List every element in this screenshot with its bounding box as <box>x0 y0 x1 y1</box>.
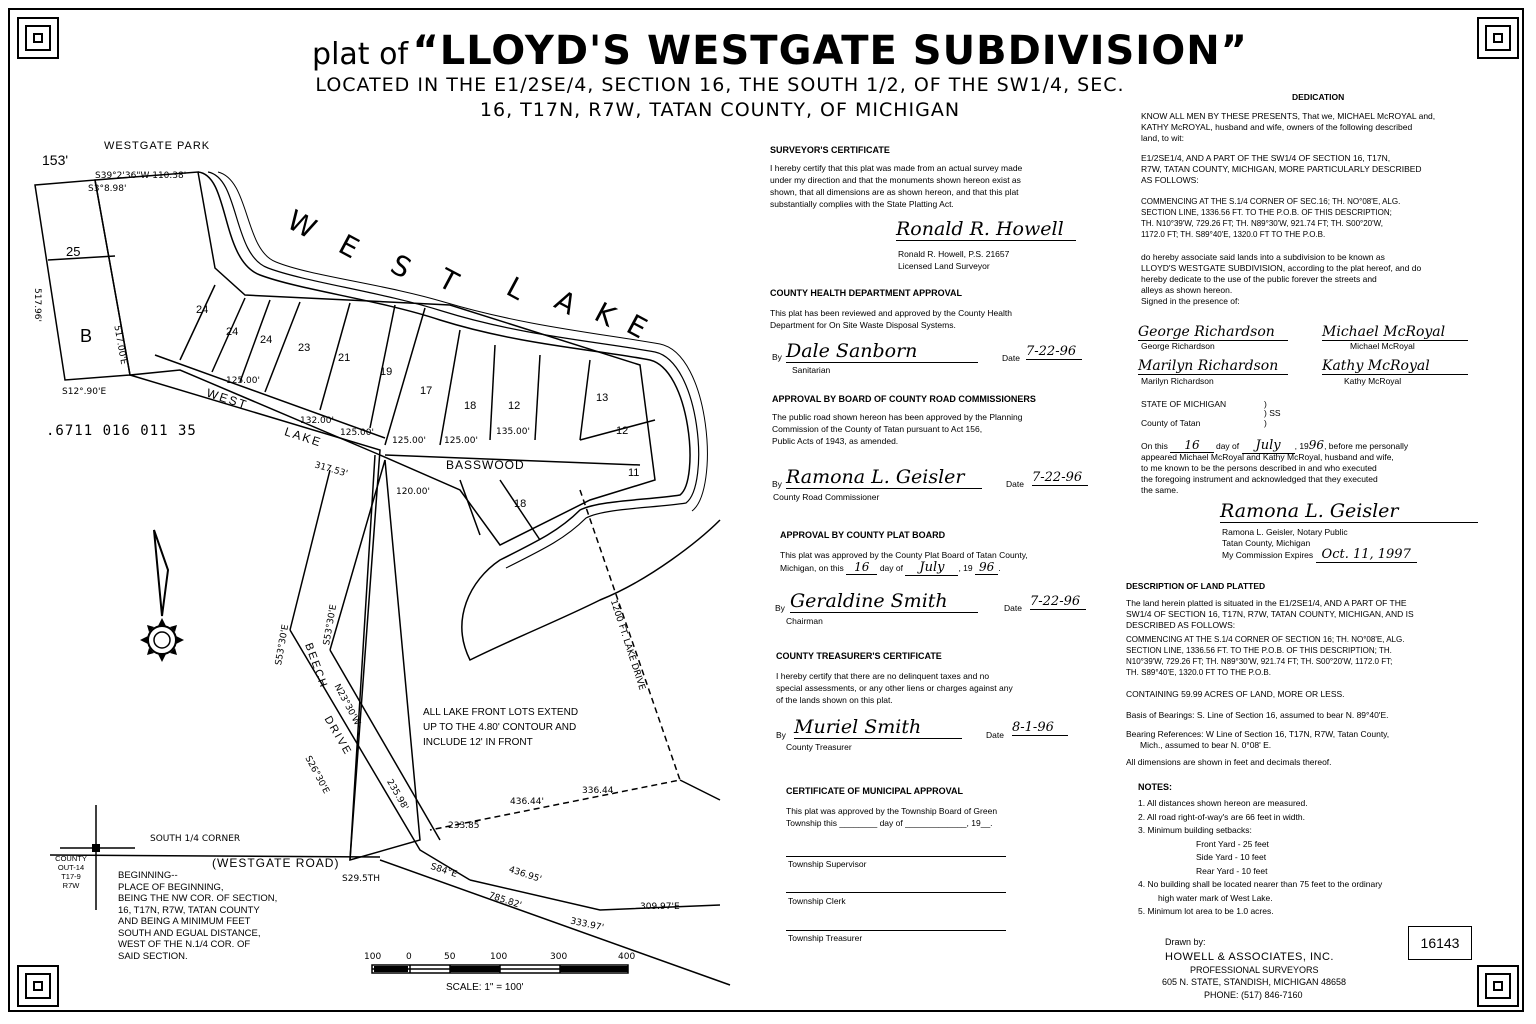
westgate-park-label: WESTGATE PARK <box>104 140 211 152</box>
dedication-p4-3: hereby dedicate to the use of the public forever the streets and <box>1141 274 1377 284</box>
dim-436-95: 436.95' <box>507 864 543 886</box>
lake-front-note <box>423 705 578 750</box>
platboard-19: , 19 <box>958 563 973 573</box>
note-4a: 4. No building shall be located nearer than 75 feet to the ordinary <box>1138 879 1383 889</box>
surveyor-certificate <box>770 144 1100 210</box>
dim-336-44: 336.44 <box>582 786 614 796</box>
state-label: STATE OF MICHIGAN <box>1141 399 1227 409</box>
beginning-line-5: AND BEING A MINIMUM FEET <box>118 916 251 927</box>
health-signature: Dale Sanborn <box>786 340 978 363</box>
title-prefix: plat of <box>312 37 409 72</box>
dim-125-a: 125.00' <box>226 376 260 386</box>
dim-125-d: 125.00' <box>444 436 478 446</box>
platboard-approval <box>780 529 1110 574</box>
setback-side: Side Yard - 10 feet <box>1196 852 1267 862</box>
bearing-s12: S12°.90'E <box>62 387 107 397</box>
firm-sub: PROFESSIONAL SURVEYORS <box>1190 965 1319 975</box>
treasurer-header: COUNTY TREASURER'S CERTIFICATE <box>776 651 942 661</box>
treasurer-date-label: Date <box>986 730 1004 740</box>
west-lake-l: L <box>501 270 531 307</box>
witness-signature-2: Marilyn Richardson <box>1138 358 1288 375</box>
road-date: 7-22-96 <box>1032 470 1088 486</box>
scale-tick-300: 300 <box>550 952 568 962</box>
dim-120: 120.00' <box>396 487 430 497</box>
dim-153: 153' <box>42 152 69 168</box>
scale-tick-400: 400 <box>618 952 636 962</box>
dedication-p4-4: alleys as shown hereon. <box>1141 285 1233 295</box>
road-date-label: Date <box>1006 479 1024 489</box>
lot-13: 13 <box>596 392 609 404</box>
surveyor-name-block <box>898 248 1009 272</box>
lot-11: 11 <box>628 467 640 479</box>
west-lake-w: W <box>281 203 322 246</box>
lake-drive-label: 1200 FT. LAKE DRIVE <box>607 598 647 692</box>
county-paren: ) <box>1264 418 1267 428</box>
health-role: Sanitarian <box>792 365 831 375</box>
surveyor-header: SURVEYOR'S CERTIFICATE <box>770 145 890 155</box>
bearing-s3: S3°8.98' <box>88 184 127 194</box>
west-road-label: WEST <box>204 385 250 413</box>
lake-road-label: LAKE <box>282 424 324 450</box>
witness-name-1: George Richardson <box>1141 341 1215 351</box>
beech-label: BEECH <box>302 641 330 691</box>
description-p2-2: SECTION LINE, 1336.56 FT. TO THE P.O.B. OF THIS DESCRIPTION; TH. <box>1126 646 1392 655</box>
notes-header: NOTES: <box>1138 782 1173 792</box>
lake-note-line-1: ALL LAKE FRONT LOTS EXTEND <box>423 707 579 718</box>
dedication-intro <box>1141 111 1481 144</box>
title-location-2: 16, T17N, R7W, TATAN COUNTY, OF MICHIGAN <box>479 99 961 121</box>
bearing-n23: N23°30'W <box>331 682 362 728</box>
containing-acres: CONTAINING 59.99 ACRES OF LAND, MORE OR LESS. <box>1126 689 1345 699</box>
dedication-header: DEDICATION <box>1292 92 1345 102</box>
dim-309-97: 309.97'E <box>640 902 680 912</box>
surveyor-text-1: I hereby certify that this plat was made from an actual survey made <box>770 163 1023 173</box>
title-main: “LLOYD'S WESTGATE SUBDIVISION” <box>412 28 1248 74</box>
dedication-p3-3: TH. N10°39'W, 729.26 FT; TH. N89°30'W, 921.74 FT; TH. S00°20'W, <box>1141 219 1383 228</box>
dedication-p2-3: AS FOLLOWS: <box>1141 175 1199 185</box>
municipal-text-1: This plat was approved by the Township Board of Green <box>786 806 998 816</box>
state-paren: ) <box>1264 399 1267 409</box>
owner-signature-2: Kathy McRoyal <box>1322 358 1468 375</box>
road-text-1: The public road shown hereon has been approved by the Planning <box>772 412 1023 422</box>
health-text-1: This plat has been reviewed and approved by the County Health <box>770 308 1012 318</box>
platboard-month: July <box>905 560 958 576</box>
road-approval <box>772 393 1102 447</box>
dim-517-96: 517.96' <box>31 288 42 322</box>
lake-note-line-2: UP TO THE 4.80' CONTOUR AND <box>423 722 577 733</box>
supervisor-line <box>786 856 1006 857</box>
dedication-p4-5: Signed in the presence of: <box>1141 296 1240 306</box>
description-para-2 <box>1126 634 1476 678</box>
beginning-line-4: 16, T17N, R7W, TATAN COUNTY <box>118 904 260 916</box>
dim-436-44: 436.44' <box>510 797 544 807</box>
treasurer-role: County Treasurer <box>786 742 852 752</box>
notes-list <box>1138 797 1382 919</box>
dim-517-00: 517.00'E <box>111 324 129 366</box>
municipal-text-2: Township this ________ day of _____________, 19__. <box>786 818 993 828</box>
township-treasurer: Township Treasurer <box>788 933 863 943</box>
ack-year: 96 <box>1308 438 1325 452</box>
drawn-by: Drawn by: <box>1165 937 1206 947</box>
description-p2-4: TH. S89°40'E, 1320.0 FT TO THE P.O.B. <box>1126 668 1271 677</box>
owner-name-2: Kathy McRoyal <box>1344 376 1402 386</box>
firm-address: 605 N. STATE, STANDISH, MICHIGAN 48658 <box>1162 977 1347 987</box>
dedication-p2-2: R7W, TATAN COUNTY, MICHIGAN, MORE PARTICULARLY DESCRIBED <box>1141 164 1422 174</box>
treasurer-text-3: of the lands shown on this plat. <box>776 695 893 705</box>
platboard-text-2 <box>780 561 1110 574</box>
dim-785-82: 785.82' <box>487 890 523 912</box>
commission-label: My Commission Expires <box>1222 550 1314 560</box>
platboard-signature: Geraldine Smith <box>790 590 978 613</box>
health-approval <box>770 287 1100 331</box>
township-clerk: Township Clerk <box>788 896 846 906</box>
description-p2-3: N10°39'W, 729.26 FT; TH. N89°30'W, 921.74 FT; TH. S00°20'W, 1172.0 FT; <box>1126 657 1393 666</box>
surveyor-text-3: shown, that all dimensions are as shown hereon, and that this plat <box>770 187 1019 197</box>
notary-county: Tatan County, Michigan <box>1222 538 1311 548</box>
treasurer-date: 8-1-96 <box>1012 720 1068 736</box>
scale-tick-50: 50 <box>444 952 456 962</box>
section-corner-marker <box>92 844 100 852</box>
county-line-3: T17-9 <box>61 872 81 881</box>
description-header: DESCRIPTION OF LAND PLATTED <box>1126 581 1266 591</box>
commission-date: Oct. 11, 1997 <box>1316 547 1417 563</box>
description-p2-1: COMMENCING AT THE S.1/4 CORNER OF SECTION 16; TH. NO°08'E, ALG. <box>1126 635 1405 644</box>
setback-rear: Rear Yard - 10 feet <box>1196 865 1268 876</box>
scale-tick-100b: 100 <box>490 952 508 962</box>
notary-commission <box>1222 549 1417 561</box>
lot-24a: 24 <box>196 304 209 316</box>
surveyor-name: Ronald R. Howell, P.S. 21657 <box>898 249 1010 259</box>
dedication-p4-1: do hereby associate said lands into a subdivision to be known as <box>1141 252 1385 262</box>
ss-label: ) SS <box>1264 408 1281 418</box>
beginning-note <box>118 870 277 962</box>
platboard-year: 96 <box>975 560 998 575</box>
ack-day: 16 <box>1170 438 1213 453</box>
acknowledgement <box>1141 440 1481 496</box>
platboard-mich: Michigan, on this <box>780 563 844 573</box>
note-2: 2. All road right-of-way's are 66 feet in width. <box>1138 811 1305 822</box>
road-text-2: Commission of the County of Tatan pursuant to Act 156, <box>772 424 983 434</box>
ack-text-1: appeared Michael McRoyal and Kathy McRoyal, husband and wife, <box>1141 452 1394 462</box>
treasurer-text-1: I hereby certify that there are no delinquent taxes and no <box>776 671 990 681</box>
road-header: APPROVAL BY BOARD OF COUNTY ROAD COMMISSIONERS <box>772 394 1036 404</box>
lot-23: 23 <box>298 342 311 354</box>
parcel-number: .6711 016 011 35 <box>46 423 197 439</box>
municipal-header: CERTIFICATE OF MUNICIPAL APPROVAL <box>786 786 963 796</box>
drive-label: DRIVE <box>321 714 354 758</box>
clerk-line <box>786 892 1006 893</box>
scale-label: SCALE: 1" = 100' <box>446 982 524 993</box>
dedication-p2-1: E1/2SE1/4, AND A PART OF THE SW1/4 OF SECTION 16, T17N, <box>1141 153 1391 163</box>
dim-233-85: 233.85 <box>448 821 480 831</box>
treasurer-line <box>786 930 1006 931</box>
dedication-intro-2: KATHY McROYAL, husband and wife, owners of the following described <box>1141 122 1413 132</box>
description-p1-2: SW1/4 OF SECTION 16, T17N, R7W, TATAN COUNTY, MICHIGAN, AND IS <box>1126 609 1414 619</box>
lake-note-line-3: INCLUDE 12' IN FRONT <box>423 737 533 748</box>
drawing-number: 16143 <box>1408 926 1472 960</box>
health-date-label: Date <box>1002 353 1020 363</box>
treasurer-by: By <box>776 730 786 740</box>
lot-12a: 12 <box>508 400 521 412</box>
westgate-road-label: (WESTGATE ROAD) <box>212 856 340 870</box>
ack-month: July <box>1242 438 1295 454</box>
beginning-line-6: SOUTH AND EGUAL DISTANCE, <box>118 927 261 939</box>
dim-135: 135.00' <box>496 427 530 437</box>
west-lake-e2: E <box>621 307 653 346</box>
witness-signature-1: George Richardson <box>1138 324 1288 341</box>
dim-333-97: 333.97' <box>569 916 605 934</box>
beginning-line-1: BEGINNING-- <box>118 870 178 881</box>
firm-name: HOWELL & ASSOCIATES, INC. <box>1165 951 1334 963</box>
ack-text-0: , before me personally <box>1324 441 1409 451</box>
owner-name-1: Michael McRoyal <box>1350 341 1415 351</box>
notary-name: Ramona L. Geisler, Notary Public <box>1222 527 1348 537</box>
road-by: By <box>772 479 782 489</box>
municipal-approval <box>786 785 1116 829</box>
bearing-references <box>1126 729 1476 751</box>
beginning-line-2: PLACE OF BEGINNING, <box>118 881 224 893</box>
dedication-intro-3: land, to wit: <box>1141 133 1184 143</box>
road-text-3: Public Acts of 1943, as amended. <box>772 436 899 446</box>
bearing-s84e: S84°E <box>429 862 459 880</box>
lot-24b: 24 <box>226 326 239 338</box>
beginning-line-8: SAID SECTION. <box>118 950 188 962</box>
dedication-p4-2: LLOYD'S WESTGATE SUBDIVISION, according to the plat hereof, and do <box>1141 263 1422 273</box>
county-label <box>50 854 92 890</box>
dim-132: 132.00' <box>300 416 334 426</box>
north-arrow-icon <box>140 530 184 662</box>
description-p1-3: DESCRIBED AS FOLLOWS: <box>1126 620 1236 630</box>
health-date: 7-22-96 <box>1026 344 1082 360</box>
dedication-para-3 <box>1141 196 1481 240</box>
dedication-para-4 <box>1141 252 1481 307</box>
corner-ornament-br <box>1478 966 1518 1006</box>
platboard-by: By <box>775 603 785 613</box>
ack-line-1 <box>1141 440 1481 452</box>
scale-tick-0: 0 <box>406 952 412 962</box>
west-lake-e: E <box>333 227 365 266</box>
road-role: County Road Commissioner <box>773 492 880 502</box>
county-line-2: OUT-14 <box>57 863 85 872</box>
dedication-p3-1: COMMENCING AT THE S.1/4 CORNER OF SEC.16; TH. NO°08'E, ALG. <box>1141 197 1401 206</box>
township-supervisor: Township Supervisor <box>788 859 867 869</box>
setback-front: Front Yard - 25 feet <box>1196 838 1269 849</box>
county-line-1: COUNTY <box>55 854 87 863</box>
west-lake-k: K <box>589 295 622 334</box>
platboard-date: 7-22-96 <box>1030 594 1086 610</box>
platboard-text-1: This plat was approved by the County Plat Board of Tatan County, <box>780 550 1028 560</box>
beginning-line-3: BEING THE NW COR. OF SECTION, <box>118 893 278 904</box>
platboard-date-label: Date <box>1004 603 1022 613</box>
lot-25: 25 <box>66 244 81 259</box>
health-text-2: Department for On Site Waste Disposal Systems. <box>770 320 956 330</box>
bearing-s53: S53°30'E <box>274 623 292 667</box>
dim-125-b: 125.00' <box>340 428 374 438</box>
west-lake-a: A <box>549 283 582 322</box>
dim-125-c: 125.00' <box>392 436 426 446</box>
platboard-role: Chairman <box>786 616 823 626</box>
lot-21: 21 <box>338 352 351 364</box>
surveyor-role: Licensed Land Surveyor <box>898 261 990 271</box>
owner-signature-1: Michael McRoyal <box>1322 324 1468 341</box>
treasurer-signature: Muriel Smith <box>794 716 962 739</box>
dedication-para-2 <box>1141 153 1481 186</box>
ack-text-2: to me known to be the persons described in and who executed <box>1141 463 1377 473</box>
bearing-s39: S39°2'36"W 110.38' <box>95 171 187 181</box>
dedication-intro-1: KNOW ALL MEN BY THESE PRESENTS, That we, MICHAEL McROYAL and, <box>1141 111 1436 121</box>
firm-phone: PHONE: (517) 846-7160 <box>1204 990 1303 1000</box>
road-signature: Ramona L. Geisler <box>786 466 982 489</box>
surveyor-text-4: substantially complies with the State Platting Act. <box>770 199 954 209</box>
health-by: By <box>772 352 782 362</box>
health-header: COUNTY HEALTH DEPARTMENT APPROVAL <box>770 288 963 298</box>
description-para-1 <box>1126 598 1476 631</box>
basswood-label: BASSWOOD <box>446 458 525 472</box>
notary-signature: Ramona L. Geisler <box>1220 500 1478 523</box>
ack-text-3: the foregoing instrument and acknowledged that they executed <box>1141 474 1378 484</box>
basis-of-bearings: Basis of Bearings: S. Line of Section 16, assumed to bear N. 89°40'E. <box>1126 710 1389 720</box>
dedication-p3-4: 1172.0 FT; TH. S89°40'E, 1320.0 FT TO THE P.O.B. <box>1141 230 1326 239</box>
lot-12b: 12 <box>616 425 629 437</box>
lot-18: 18 <box>464 400 477 412</box>
county-line-4: R7W <box>62 881 80 890</box>
ack-year-pre: , 19 <box>1294 441 1309 451</box>
treasurer-certificate <box>776 650 1106 706</box>
notary-block <box>1222 527 1417 561</box>
treasurer-text-2: special assessments, or any other liens or charges against any <box>776 683 1013 693</box>
bearing-ref-1: Bearing References: W Line of Section 16, T17N, R7W, Tatan County, <box>1126 729 1390 739</box>
ack-dayof: day of <box>1215 441 1240 451</box>
lot-19: 19 <box>380 366 393 378</box>
platboard-dayof: day of <box>879 563 903 573</box>
note-5: 5. Minimum lot area to be 1.0 acres. <box>1138 906 1274 916</box>
surveyor-signature: Ronald R. Howell <box>896 218 1076 241</box>
label-s29: S29.5TH <box>342 874 381 884</box>
lot-b: B <box>80 326 93 346</box>
surveyor-text-2: under my direction and that the monuments shown hereon exist as <box>770 175 1021 185</box>
west-lake-t: T <box>433 261 464 300</box>
platboard-day: 16 <box>846 560 877 575</box>
ack-text-4: the same. <box>1141 485 1179 495</box>
note-3: 3. Minimum building setbacks: <box>1138 825 1252 835</box>
description-p1-1: The land herein platted is situated in the E1/2SE1/4, AND A PART OF THE <box>1126 598 1407 608</box>
bearing-s53-b: S53°30'E <box>322 603 340 647</box>
ack-on-this: On this <box>1141 441 1168 451</box>
dimensions-note: All dimensions are shown in feet and decimals thereof. <box>1126 757 1332 767</box>
witness-name-2: Marilyn Richardson <box>1141 376 1214 386</box>
dedication-p3-2: SECTION LINE, 1336.56 FT. TO THE P.O.B. OF THIS DESCRIPTION; <box>1141 208 1392 217</box>
note-4b: high water mark of West Lake. <box>1158 892 1273 903</box>
beginning-line-7: WEST OF THE N.1/4 COR. OF <box>118 939 251 950</box>
west-lake-s: S <box>385 247 417 286</box>
south-corner-label: SOUTH 1/4 CORNER <box>150 834 241 844</box>
dim-235-98: 235.98' <box>384 777 410 813</box>
lot-17: 17 <box>420 385 433 397</box>
lot-24c: 24 <box>260 334 273 346</box>
platboard-end: . <box>998 563 1001 573</box>
scale-tick-100a: 100 <box>364 952 382 962</box>
bearing-ref-2: Mich., assumed to bear N. 0°08' E. <box>1140 740 1272 750</box>
county-of-label: County of Tatan <box>1141 418 1201 428</box>
dim-317-53: 317.53' <box>313 460 349 480</box>
note-1: 1. All distances shown hereon are measured. <box>1138 798 1308 808</box>
lot-18b: 18 <box>514 498 527 510</box>
bearing-s26: S26°30'E <box>302 754 331 796</box>
title-location-1: LOCATED IN THE E1/2SE/4, SECTION 16, THE SOUTH 1/2, OF THE SW1/4, SEC. <box>315 74 1125 96</box>
platboard-header: APPROVAL BY COUNTY PLAT BOARD <box>780 530 946 540</box>
